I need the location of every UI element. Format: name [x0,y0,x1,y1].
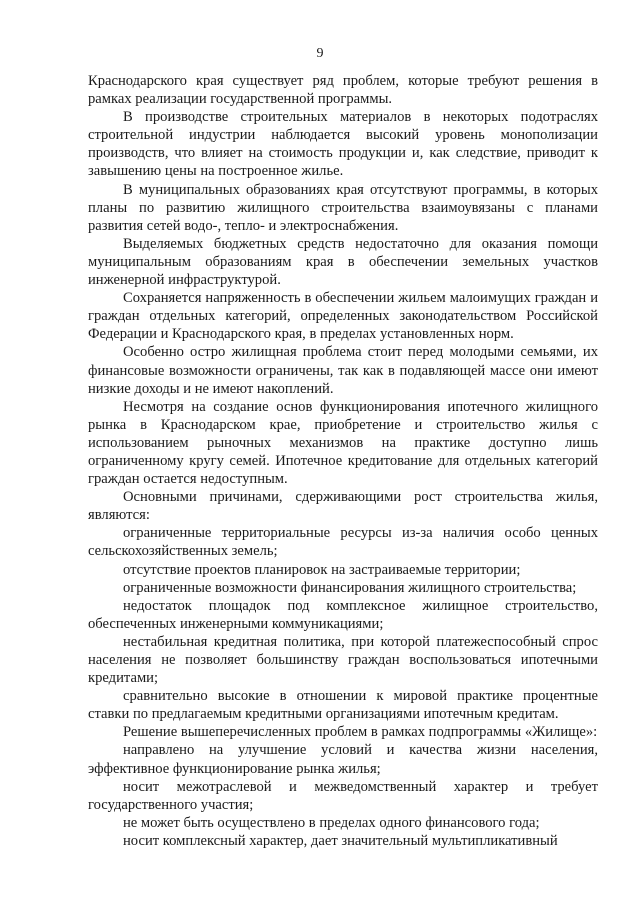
list-item-financial-year: не может быть осуществлено в пределах одного финансового года; [123,814,540,831]
paragraph-young-families: Особенно остро жилищная проблема стоит перед молодыми семьями, их финансовые возможности ограничены, так как в подавляющей массе они имеют низкие доходы и не имеют накоплений. [88,344,598,397]
list-item-intersectoral: носит межотраслевой и межведомственный характер и требует государственного участия; [88,778,598,813]
paragraph-building-materials-monopolization: В производстве строительных материалов в некоторых подотраслях строительной индустрии наблюдается высокий уровень монополизации производств, что влияет на стоимость продукции и, как следствие, приводит к завышению цены на построенное жилье. [88,109,598,180]
list-item-interest-rates: сравнительно высокие в отношении к мировой практике процентные ставки по предлагаемым кредитными организациями ипотечным кредитам. [88,688,598,723]
list-item-living-conditions: направлено на улучшение условий и качества жизни населения, эффективное функционирование рынка жилья; [88,742,598,777]
list-item-planning-projects: отсутствие проектов планировок на застраиваемые территории; [123,561,521,578]
paragraph-mortgage-market: Несмотря на создание основ функционирования ипотечного жилищного рынка в Краснодарском крае, приобретение и строительство жилья с использованием рыночных механизмов на практике доступно лишь ограниченному кругу семей. Ипотечное кредитование для отдельных категорий граждан остается недоступным. [88,398,598,488]
paragraph-housing-tension: Сохраняется напряженность в обеспечении жильем малоимущих граждан и граждан отдельных категорий, определенных законодательством Российской Федерации и Краснодарского края, в пределах установленных норм. [88,290,598,343]
list-item-credit-policy: нестабильная кредитная политика, при которой платежеспособный спрос населения не позволяет большинству граждан воспользоваться ипотечными кредитами; [88,633,598,687]
paragraph-budget-funds: Выделяемых бюджетных средств недостаточно для оказания помощи муниципальным образованиям края в обеспечении земельных участков инженерной инфраструктурой. [88,235,598,289]
page-number: 9 [316,46,324,61]
list-item-financing: ограниченные возможности финансирования жилищного строительства; [123,579,577,596]
paragraph-municipal-programs: В муниципальных образованиях края отсутствуют программы, в которых планы по развитию жилищного строительства взаимоувязаны с планами развития сетей водо-, тепло- и электроснабжения. [88,181,598,234]
paragraph-solution: Решение вышеперечисленных проблем в рамках подпрограммы «Жилище»: [123,724,598,741]
paragraph-continuation: Краснодарского края существует ряд проблем, которые требуют решения в рамках реализации государственной программы. [88,73,598,108]
list-item-sites-shortage: недостаток площадок под комплексное жилищное строительство, обеспеченных инженерными коммуникациями; [88,597,598,632]
document-body [88,72,598,850]
list-item-territorial-resources: ограниченные территориальные ресурсы из-за наличия особо ценных сельскохозяйственных земель; [88,525,598,560]
list-item-complex-character: носит комплексный характер, дает значительный мультипликативный [123,832,558,849]
paragraph-main-reasons: Основными причинами, сдерживающими рост строительства жилья, являются: [88,489,598,524]
